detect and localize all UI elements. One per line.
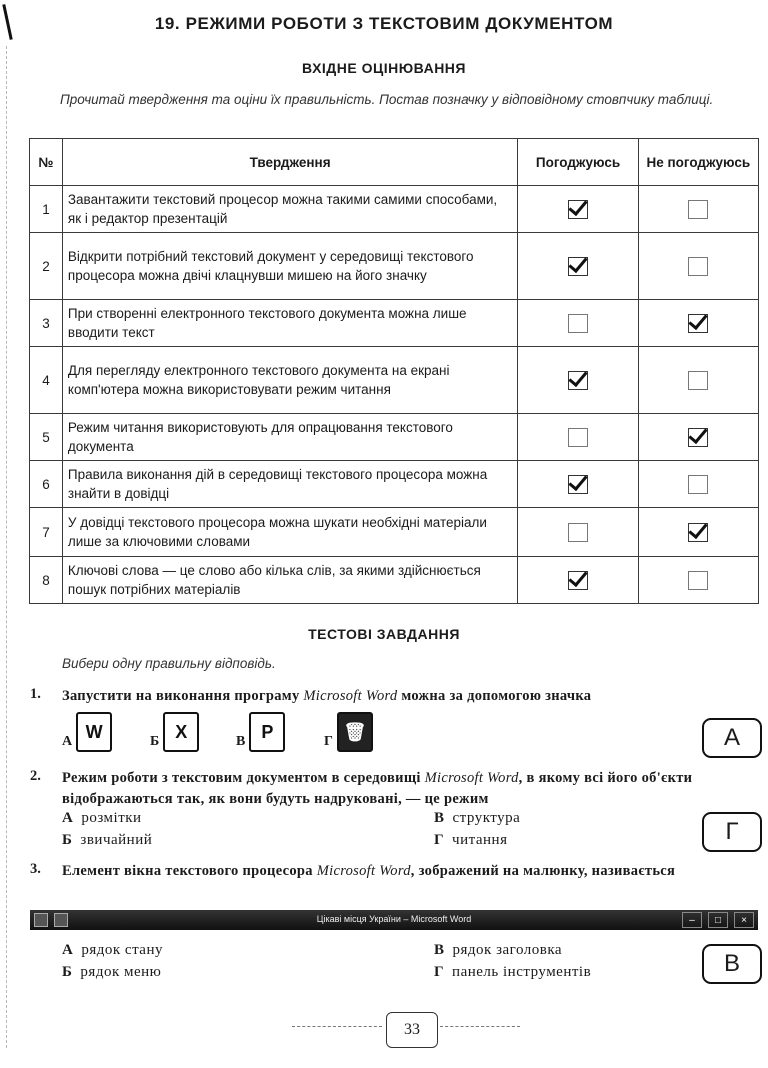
q1-option-b[interactable]: Б X (150, 712, 199, 752)
agree-checkbox[interactable] (568, 475, 588, 494)
agree-checkbox[interactable] (568, 523, 588, 542)
table-row (30, 557, 759, 604)
q2-option-a[interactable]: А розмітки (62, 810, 142, 826)
page-title: 19. РЕЖИМИ РОБОТИ З ТЕКСТОВИМ ДОКУМЕНТОМ (154, 14, 614, 33)
agree-checkbox[interactable] (568, 314, 588, 333)
row-statement: Ключові слова — це слово або кілька слів, за якими здійснюється пошук потрібних матеріалів (62, 557, 517, 604)
row-statement: Правила виконання дій в середовищі текстового процесора можна знайти в довідці (62, 461, 517, 508)
entry-instruction: Прочитай твердження та оціни їх правильність. Постав позначку у відповідному стовпчику таблиці. (60, 92, 714, 107)
q2-option-v[interactable]: В структура (434, 810, 521, 826)
agree-checkbox[interactable] (568, 257, 588, 276)
margin-line (6, 46, 7, 1048)
q2-option-b[interactable]: Б звичайний (62, 832, 153, 848)
header-statement: Твердження (62, 139, 517, 186)
word-icon: W (76, 712, 112, 752)
page-number: 33 (386, 1012, 438, 1048)
table-row (30, 508, 759, 557)
table-row (30, 300, 759, 347)
recycle-bin-icon: 🗑 (337, 712, 373, 752)
excel-icon: X (163, 712, 199, 752)
disagree-checkbox[interactable] (688, 314, 708, 333)
q3-option-v[interactable]: В рядок заголовка (434, 942, 563, 958)
row-number: 7 (30, 508, 63, 557)
footer-ornament-right (440, 1026, 520, 1027)
q3-option-g[interactable]: Г панель інструментів (434, 964, 592, 980)
agree-checkbox[interactable] (568, 200, 588, 219)
q1-option-a[interactable]: А W (62, 712, 112, 752)
maximize-icon: □ (708, 912, 728, 928)
window-title: Цікаві місця України – Microsoft Word (316, 914, 472, 924)
header-num: № (30, 139, 63, 186)
disagree-checkbox[interactable] (688, 571, 708, 590)
q3-option-b[interactable]: Б рядок меню (62, 964, 162, 980)
q2-option-g[interactable]: Г читання (434, 832, 508, 848)
tests-instruction: Вибери одну правильну відповідь. (62, 656, 276, 671)
statements-table (29, 138, 759, 604)
row-statement: У довідці текстового процесора можна шукати необхідні матеріали лише за ключовими словами (62, 508, 517, 557)
table-row (30, 414, 759, 461)
q3-answer-box[interactable]: В (702, 944, 762, 984)
q1-option-g[interactable]: Г 🗑 (324, 712, 373, 752)
row-statement: Режим читання використовують для опрацювання текстового документа (62, 414, 517, 461)
disagree-checkbox[interactable] (688, 428, 708, 447)
row-statement: Відкрити потрібний текстовий документ у середовищі текстового процесора можна двічі клацнувши мишею на його значку (62, 233, 517, 300)
disagree-checkbox[interactable] (688, 257, 708, 276)
table-row (30, 186, 759, 233)
question-number: 3. (30, 861, 41, 877)
table-header-row (30, 139, 759, 186)
agree-checkbox[interactable] (568, 371, 588, 390)
row-number: 2 (30, 233, 63, 300)
header-agree: Погоджуюсь (518, 139, 638, 186)
disagree-checkbox[interactable] (688, 371, 708, 390)
row-number: 1 (30, 186, 63, 233)
question-text: Елемент вікна текстового процесора Microsoft Word, зображений на малюнку, називається (62, 863, 676, 879)
question-text: Запустити на виконання програму Microsoft Word можна за допомогою значка (62, 688, 592, 704)
row-number: 3 (30, 300, 63, 347)
q1-answer-box[interactable]: А (702, 718, 762, 758)
q2-answer-box[interactable]: Г (702, 812, 762, 852)
q1-option-v[interactable]: В P (236, 712, 285, 752)
agree-checkbox[interactable] (568, 428, 588, 447)
footer-ornament-left (292, 1026, 382, 1027)
row-number: 6 (30, 461, 63, 508)
row-statement: При створенні електронного текстового документа можна лише вводити текст (62, 300, 517, 347)
question-text: Режим роботи з текстовим документом в середовищі Microsoft Word, в якому всі його об'єкти відображаються так, як вони будуть надруковані, — це режим (62, 770, 693, 807)
question-number: 1. (30, 686, 41, 702)
disagree-checkbox[interactable] (688, 475, 708, 494)
entry-heading: ВХІДНЕ ОЦІНЮВАННЯ (302, 60, 466, 76)
close-icon: × (734, 912, 754, 928)
minimize-icon: – (682, 912, 702, 928)
disagree-checkbox[interactable] (688, 200, 708, 219)
table-row (30, 461, 759, 508)
question-number: 2. (30, 768, 41, 784)
table-row (30, 347, 759, 414)
q3-option-a[interactable]: А рядок стану (62, 942, 163, 958)
q1-icon-options (62, 712, 402, 756)
row-number: 5 (30, 414, 63, 461)
row-number: 4 (30, 347, 63, 414)
row-number: 8 (30, 557, 63, 604)
row-statement: Завантажити текстовий процесор можна такими самими способами, як і редактор презентацій (62, 186, 517, 233)
tests-heading: ТЕСТОВІ ЗАВДАННЯ (308, 626, 460, 642)
agree-checkbox[interactable] (568, 571, 588, 590)
table-row (30, 233, 759, 300)
publisher-icon: P (249, 712, 285, 752)
row-statement: Для перегляду електронного текстового документа на екрані комп'ютера можна використовувати режим читання (62, 347, 517, 414)
disagree-checkbox[interactable] (688, 523, 708, 542)
word-window-titlebar (30, 910, 758, 930)
header-disagree: Не погоджуюсь (638, 139, 758, 186)
